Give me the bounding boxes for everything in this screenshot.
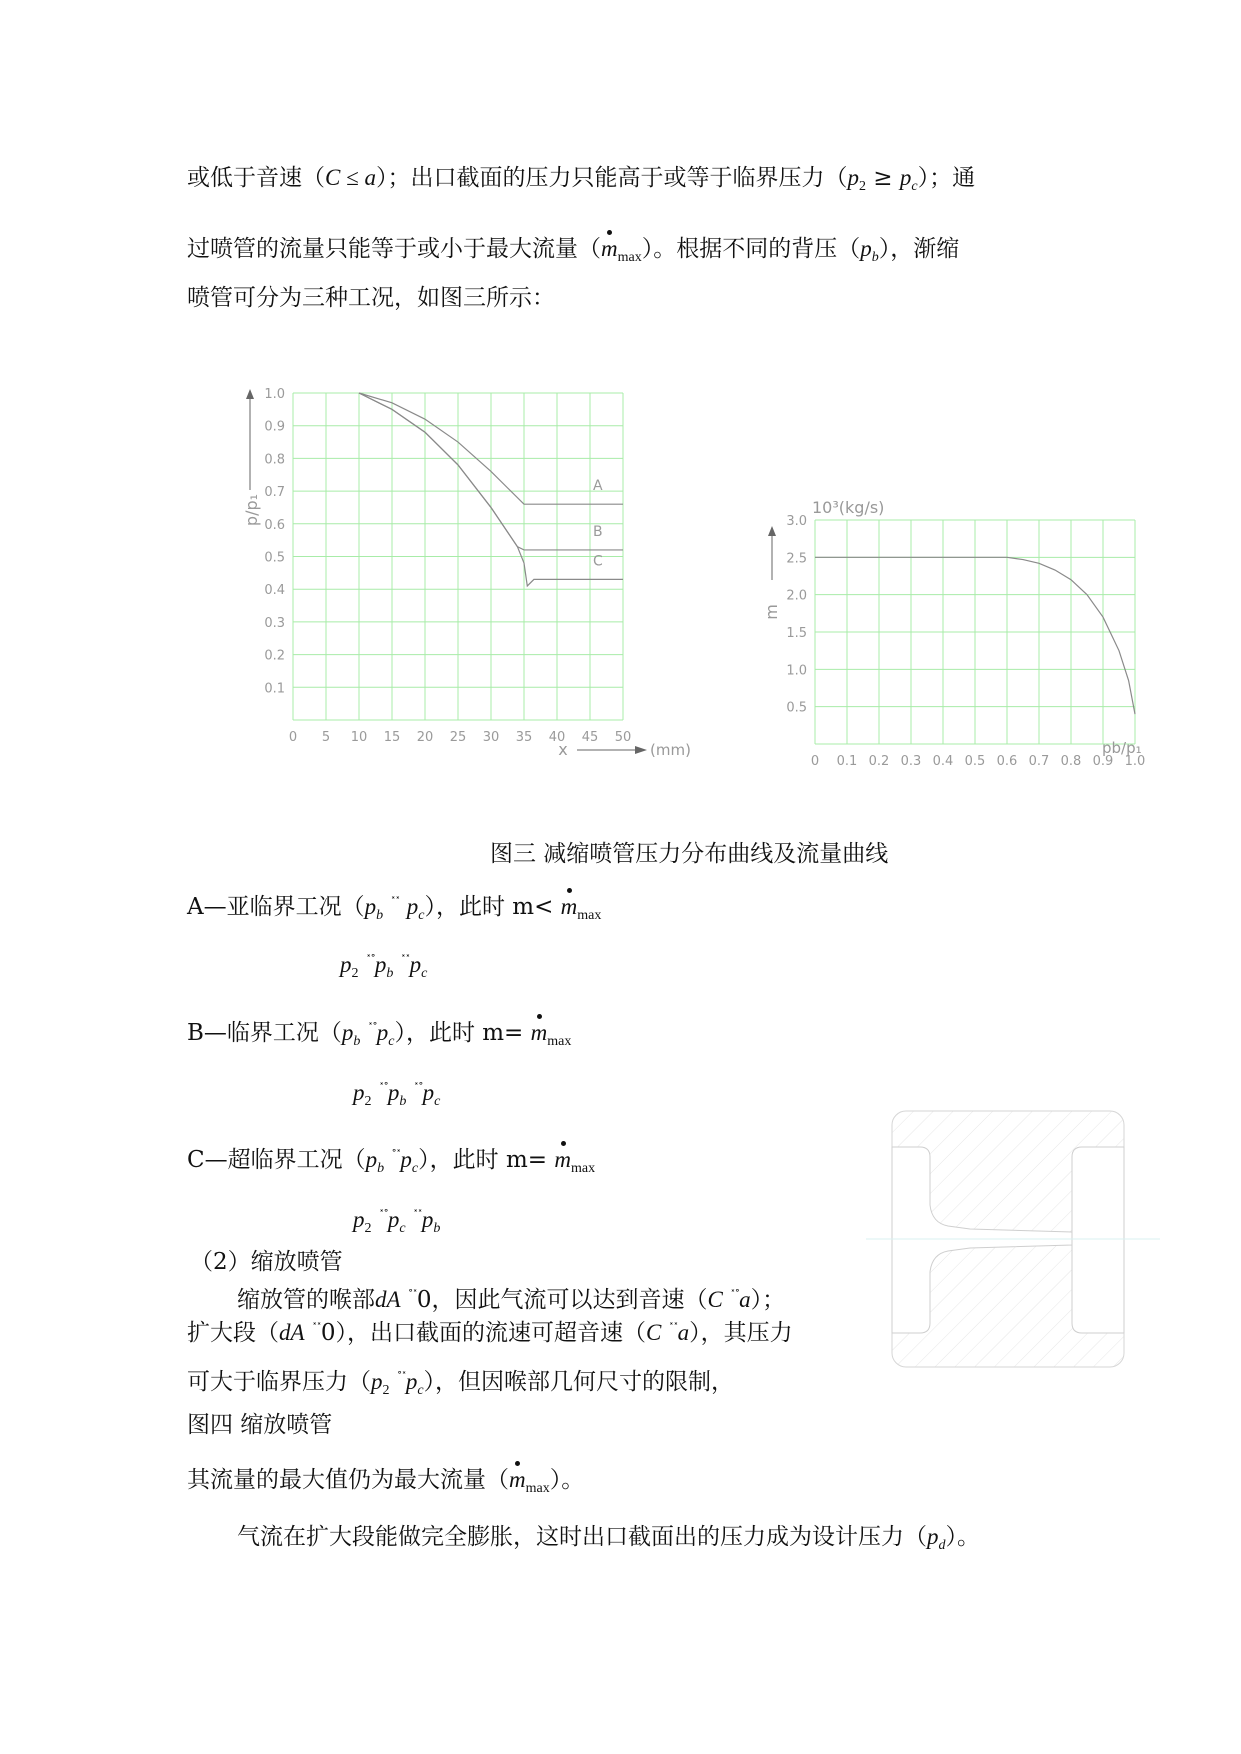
text-span: 过喷管的流量只能等于或小于最大流量（ <box>187 236 601 262</box>
x-tick-label: 0.1 <box>836 754 858 769</box>
y-tick-label: 0.1 <box>264 681 285 697</box>
text-span: B—临界工况（ <box>187 1020 342 1046</box>
formula: p <box>353 1080 365 1105</box>
text-span: 气流在扩大段能做完全膨胀，这时出口截面出的压力成为设计压力（ <box>237 1524 927 1550</box>
x-tick-label: 45 <box>581 730 599 745</box>
figure3-caption: 图三 减缩喷管压力分布曲线及流量曲线 <box>490 841 889 867</box>
formula: p <box>387 1080 400 1105</box>
text-span: 图四 缩放喷管 <box>187 1412 333 1438</box>
y-tick-label: 0.2 <box>264 648 285 664</box>
y-tick-label: 0.5 <box>786 700 807 716</box>
x-tick-label: 0.4 <box>932 754 954 769</box>
relation-symbol: ˚˟ <box>391 1148 401 1161</box>
formula: p <box>400 1147 412 1172</box>
x-tick-label: 15 <box>383 730 401 745</box>
relation-symbol: ˟˟ <box>668 1321 678 1334</box>
text-line-3 <box>187 283 555 313</box>
x-tick-label: 0.9 <box>1092 754 1114 769</box>
y-tick-label: 0.4 <box>264 583 285 599</box>
subscript: b <box>433 1221 441 1236</box>
m-dot: m <box>554 1145 571 1175</box>
y-tick-labels <box>264 387 285 696</box>
text-span: 或低于音速（ <box>187 165 325 191</box>
text-span: ）。 <box>945 1524 980 1550</box>
x-tick-labels <box>811 754 1145 769</box>
y-tick-label: 0.3 <box>264 615 285 631</box>
case-c-line <box>187 1140 595 1184</box>
relation-symbol: ˟˚ <box>413 1081 423 1094</box>
y-tick-label: 0.9 <box>264 419 285 435</box>
relation-symbol: ˟˟ <box>390 895 400 908</box>
formula: p <box>899 165 912 190</box>
formula: C ≤ a <box>325 165 376 190</box>
subscript: 2 <box>364 1094 372 1109</box>
y-tick-label: 3.0 <box>786 514 807 529</box>
formula: a <box>677 1320 690 1345</box>
x-tick-labels <box>289 730 631 745</box>
section2-line-5 <box>237 1522 980 1561</box>
formula: p <box>374 952 387 977</box>
subscript: max <box>525 1481 550 1496</box>
subscript: c <box>411 1161 419 1176</box>
formula: p <box>406 894 419 919</box>
subscript: b <box>386 966 394 981</box>
formula: ≥ <box>865 165 900 191</box>
y-tick-label: 0.8 <box>264 452 285 468</box>
relation-symbol: ˟˚ <box>730 1288 740 1301</box>
text-span: （2）缩放喷管 <box>190 1249 343 1275</box>
relation-symbol: ˟˚ <box>365 953 375 966</box>
x-tick-label: 0.7 <box>1028 754 1050 769</box>
mass-flow-chart <box>750 490 1170 770</box>
subscript: c <box>418 908 425 923</box>
subscript: d <box>938 1538 946 1553</box>
text-span: A—亚临界工况（ <box>187 894 365 920</box>
subscript: 2 <box>858 179 866 194</box>
subscript: b <box>871 250 879 265</box>
x-tick-label: 0.5 <box>964 754 986 769</box>
formula: p <box>409 952 422 977</box>
text-span: ）。 <box>549 1467 585 1493</box>
formula: p <box>364 894 377 919</box>
subscript: max <box>570 1161 596 1176</box>
subscript: 2 <box>351 966 359 981</box>
formula: p <box>340 952 352 977</box>
nozzle-drawing <box>860 1105 1200 1385</box>
text-span: 扩大段（ <box>187 1320 279 1346</box>
formula: C <box>646 1320 662 1345</box>
y-tick-label: 0.5 <box>264 550 285 566</box>
section2-line-4 <box>187 1465 584 1504</box>
grid <box>815 520 1135 744</box>
x-tick-label: 25 <box>449 730 467 745</box>
relation-symbol: ˟˚ <box>378 1208 388 1221</box>
nozzle-outlet-channel <box>1072 1147 1124 1333</box>
formula: p <box>860 236 872 261</box>
case-c-relation <box>353 1200 440 1244</box>
x-tick-label: 30 <box>482 730 500 745</box>
subscript: c <box>417 1383 424 1398</box>
formula: p <box>365 1147 378 1172</box>
x-axis-arrowhead <box>635 746 647 754</box>
y-tick-label: 2.5 <box>786 551 807 567</box>
subscript: c <box>911 179 918 194</box>
text-span: 喷管可分为三种工况，如图三所示： <box>187 285 555 311</box>
relation-symbol: ˚˟ <box>407 1288 417 1301</box>
text-line-2 <box>187 234 959 273</box>
y-tick-label: 2.0 <box>786 588 807 604</box>
relation-symbol: ˟˟ <box>400 953 410 966</box>
y-axis-unit: 10³(kg/s) <box>812 498 885 517</box>
formula: p <box>927 1524 939 1549</box>
m-dot: m <box>561 892 578 922</box>
series-label: C <box>593 553 603 570</box>
formula: p <box>421 1207 434 1232</box>
formula: p <box>371 1369 383 1394</box>
text-span: ），其压力 <box>689 1320 793 1346</box>
subscript: b <box>377 1161 385 1176</box>
y-axis-arrowhead <box>768 526 776 536</box>
text-span: 0），出口截面的流速可超音速（ <box>320 1320 647 1346</box>
text-span: ），此时 m< <box>424 894 561 920</box>
formula: p <box>405 1369 418 1394</box>
m-dot: m <box>531 1018 548 1048</box>
text-line-1 <box>187 163 975 202</box>
subscript: c <box>421 966 428 981</box>
formula: p <box>341 1020 354 1045</box>
x-axis-label: x <box>558 740 568 759</box>
y-tick-labels <box>786 514 807 716</box>
text-span: ），渐缩 <box>878 236 960 262</box>
y-tick-label: 0.6 <box>264 517 285 533</box>
case-a-line <box>187 887 601 931</box>
section2-line-3 <box>187 1362 734 1406</box>
relation-symbol: ˟˟ <box>311 1321 321 1334</box>
x-tick-label: 0.6 <box>996 754 1018 769</box>
formula: a <box>739 1287 751 1312</box>
x-tick-label: 35 <box>515 730 533 745</box>
x-tick-label: 0 <box>810 754 820 769</box>
text-span: ），但因喉部几何尺寸的限制， <box>423 1369 735 1395</box>
figure4-caption <box>187 1410 332 1440</box>
case-a-relation <box>340 945 427 989</box>
x-tick-label: 10 <box>350 730 368 745</box>
text-span: ）。根据不同的背压（ <box>641 236 861 262</box>
case-b-relation <box>353 1073 440 1117</box>
text-span: ）；出口截面的压力只能高于或等于临界压力（ <box>375 165 848 191</box>
text-span: ），此时 m= <box>394 1020 531 1046</box>
formula: p <box>376 1020 389 1045</box>
x-tick-label: 5 <box>321 730 331 745</box>
relation-symbol: ˟˟ <box>412 1208 422 1221</box>
text-span: ），此时 m= <box>418 1147 555 1173</box>
subscript: 2 <box>364 1221 372 1236</box>
section2-title <box>190 1247 343 1277</box>
relation-symbol: ˟˚ <box>367 1021 377 1034</box>
text-span: 可大于临界压力（ <box>187 1369 371 1395</box>
relation-symbol: ˚˟ <box>396 1370 406 1383</box>
series-label: B <box>593 523 603 540</box>
x-tick-label: 0 <box>288 730 298 745</box>
y-tick-label: 0.7 <box>264 485 285 501</box>
m-dot: m <box>509 1465 526 1495</box>
x-tick-label: 40 <box>548 730 566 745</box>
y-tick-label: 1.0 <box>264 387 285 402</box>
y-axis-arrowhead <box>246 389 254 399</box>
x-tick-label: 1.0 <box>1124 754 1146 769</box>
subscript: b <box>376 908 384 923</box>
text-span: 0，因此气流可以达到音速（ <box>416 1287 708 1313</box>
y-axis-label: m <box>762 604 781 620</box>
section2-line-2 <box>187 1313 793 1348</box>
text-span: ）； <box>750 1287 786 1313</box>
formula: dA <box>279 1320 305 1345</box>
x-axis-unit: (mm) <box>650 741 691 759</box>
x-tick-label: 20 <box>416 730 434 745</box>
formula: C <box>707 1287 723 1312</box>
text-span: 缩放管的喉部 <box>237 1287 375 1313</box>
subscript: c <box>399 1221 406 1236</box>
subscript: c <box>434 1094 441 1109</box>
pressure-distribution-chart <box>225 375 735 765</box>
x-tick-label: 0.3 <box>900 754 922 769</box>
formula: p <box>353 1207 365 1232</box>
y-tick-label: 1.5 <box>786 626 807 641</box>
case-b-line <box>187 1013 571 1057</box>
x-tick-label: 0.2 <box>868 754 890 769</box>
subscript: b <box>353 1034 361 1049</box>
subscript: b <box>399 1094 407 1109</box>
subscript: 2 <box>382 1383 390 1398</box>
subscript: max <box>617 250 642 265</box>
series-label: A <box>593 478 603 495</box>
text-span: ）；通 <box>917 165 976 191</box>
subscript: max <box>547 1034 572 1049</box>
formula: p <box>847 165 859 190</box>
relation-symbol: ˟˚ <box>378 1081 388 1094</box>
x-tick-label: 0.8 <box>1060 754 1082 769</box>
text-span: C—超临界工况（ <box>187 1147 366 1173</box>
subscript: c <box>388 1034 395 1049</box>
m-dot: m <box>601 234 618 264</box>
section2-line-1 <box>237 1280 785 1315</box>
formula: p <box>387 1207 400 1232</box>
x-axis-label: pb/p₁ <box>1102 739 1142 757</box>
formula: dA <box>375 1287 401 1312</box>
subscript: max <box>577 908 602 923</box>
y-tick-label: 1.0 <box>786 663 807 679</box>
y-axis-label: p/p₁ <box>242 493 261 527</box>
text-span: 其流量的最大值仍为最大流量（ <box>187 1467 509 1493</box>
formula: p <box>422 1080 435 1105</box>
x-tick-label: 50 <box>614 730 632 745</box>
